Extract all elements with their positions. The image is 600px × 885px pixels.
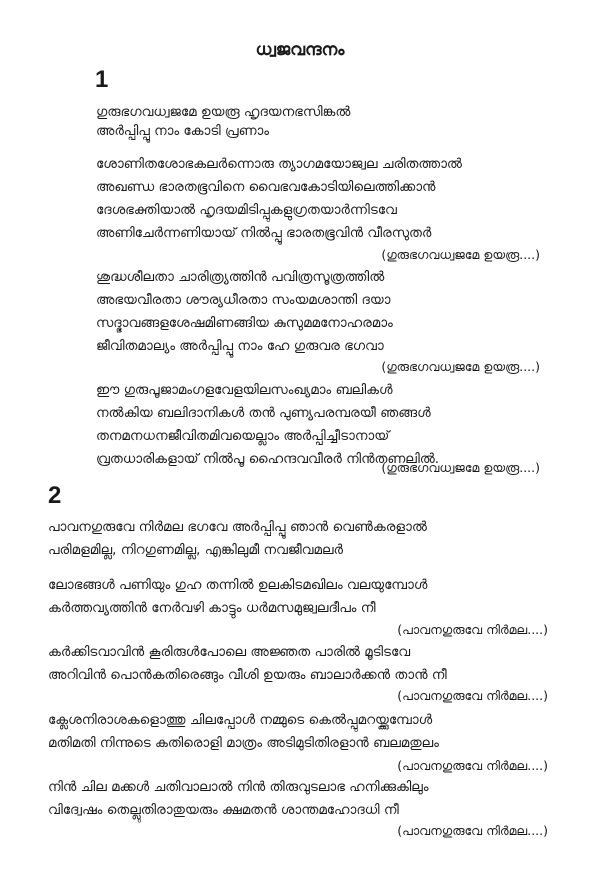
verse-line: വ്രതധാരികളായ് നിൽപൂ ഹൈന്ദവവീരർ നിൻതണലിൽ. xyxy=(96,451,440,467)
verse-line: തനമനധനജീവിതമിവയെല്ലാം അർപ്പിച്ചീടാനായ് xyxy=(96,428,390,444)
verse-line: അണിചേർന്നണിയായ് നിൽപ്പൂ ഭാരതഭൂവിൻ വീരസുതർ xyxy=(96,225,432,241)
verse-line: നൽകിയ ബലിദാനികൾ തൻ പുണ്യപരമ്പരയീ ഞങ്ങൾ xyxy=(96,405,431,421)
verse-line: പരിമളമില്ല, നിറഗുണമില്ല, എങ്കിലുമീ നവജീവമലർ xyxy=(48,542,343,558)
verse-line: വിദ്വേഷം തെല്ലുതിരാതുയരും ക്ഷമതൻ ശാന്തമഹോദധി നീ xyxy=(48,802,399,818)
verse-line: ദേശഭക്തിയാൽ ഹൃദയമിടിപ്പുകളുഗ്രതയാർന്നിടവേ xyxy=(96,202,397,218)
page-title: ധ്വജവന്ദനം xyxy=(255,40,345,60)
verse-line: അർപ്പിപ്പൂ നാം കോടി പ്രണാം xyxy=(96,123,269,139)
verse-line: അഖണ്ഡ ഭാരതഭൂവിനെ വൈഭവകോടിയിലെത്തിക്കാൻ xyxy=(96,179,436,195)
refrain: (ഗുരുഭഗവധ്വജമേ ഉയരൂ....) xyxy=(381,460,540,475)
refrain: (ഗുരുഭഗവധ്വജമേ ഉയരൂ....) xyxy=(381,359,540,374)
refrain: (പാവനഗുരുവേ നിർമല....) xyxy=(397,758,548,773)
refrain: (ഗുരുഭഗവധ്വജമേ ഉയരൂ....) xyxy=(381,247,540,262)
verse-line: ശുദ്ധശീലതാ ചാരിത്ര്യത്തിൻ പവിത്രസൂത്രത്തിൽ xyxy=(96,269,385,285)
refrain: (പാവനഗുരുവേ നിർമല....) xyxy=(397,688,548,703)
verse-line: ക്ലേശനിരാശകളൊത്തു ചിലപ്പോൾ നമ്മുടെ കെൽപ്പുമറയ്ക്കുമ്പോൾ xyxy=(48,712,433,728)
verse-line: ഗുരുഭഗവധ്വജമേ ഉയരൂ ഹൃദയനഭസിങ്കൽ xyxy=(96,104,351,120)
verse-line: അറിവിൻ പൊൻകതിരെങ്ങും വീശി ഉയരും ബാലാർക്കൻ താൻ നീ xyxy=(48,667,447,683)
refrain: (പാവനഗുരുവേ നിർമല....) xyxy=(397,622,548,637)
verse-line: ശോണിതശോഭകലർന്നൊരു ത്യാഗമയോജ്വല ചരിതത്താൽ xyxy=(96,156,462,172)
section-number: 1 xyxy=(95,66,109,93)
refrain: (പാവനഗുരുവേ നിർമല....) xyxy=(397,823,548,838)
verse-line: സദ്ഭാവങ്ങളശേഷമിണങ്ങിയ കുസുമമനോഹരമാം xyxy=(96,315,393,331)
verse-line: ലോഭങ്ങൾ പണിയും ഗുഹ തന്നിൽ ഉലകിടമഖിലം വലയുമ്പോൾ xyxy=(48,577,428,593)
verse-line: നിൻ ചില മക്കൾ ചതിവാലാൽ നിൻ തിരുവുടലാഭ ഹനിക്കുകിലും xyxy=(48,779,429,795)
verse-line: പാവനഗുരുവേ നിർമല ഭഗവേ അർപ്പിപ്പൂ ഞാൻ വെൺകരളാൽ xyxy=(48,519,427,535)
verse-line: കർത്തവ്യത്തിൻ നേർവഴി കാട്ടും ധർമസമുജ്വലദീപം നീ xyxy=(48,600,376,616)
verse-line: അഭയവീരതാ ശൗര്യധീരതാ സംയമശാന്തി ദയാ xyxy=(96,292,391,308)
verse-line: ഈ ഗുരുപൂജാമംഗളവേളയിലസംഖ്യമാം ബലികൾ xyxy=(96,382,393,398)
section-number: 2 xyxy=(48,482,62,509)
verse-line: മതിമതി നിന്നുടെ കതിരൊളി മാത്രം അടിമുടിതിരളാൻ ബലമതുലം xyxy=(48,735,439,751)
verse-line: ജീവിതമാല്യം അർപ്പിപ്പൂ നാം ഹേ ഗുരുവര ഭഗവാ xyxy=(96,338,384,354)
verse-line: കർക്കിടവാവിൻ കൂരിരുൾപോലെ അജ്ഞത പാരിൽ മൂടിടവേ xyxy=(48,644,411,660)
